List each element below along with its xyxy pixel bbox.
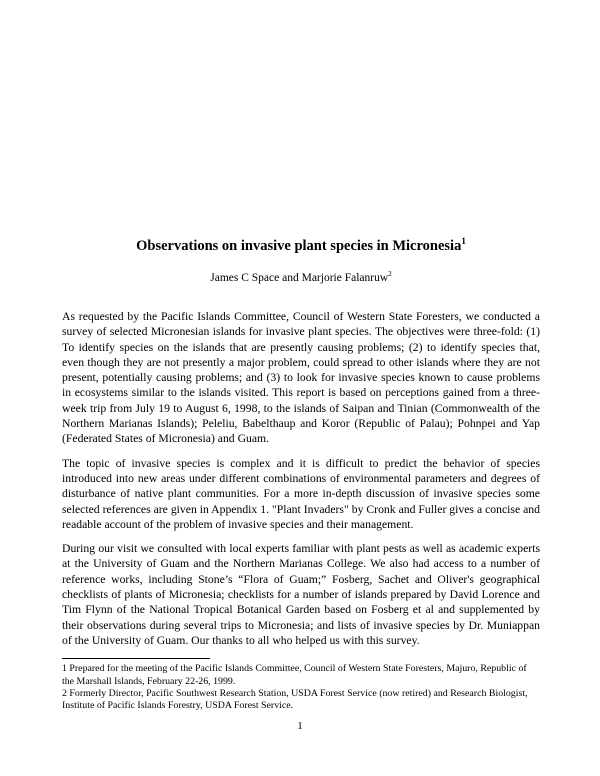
footnote-2: 2 Formerly Director, Pacific Southwest Research Station, USDA Forest Service (now retired) and Research Biologist, Institute of Pacific Islands Forestry, USDA Forest Service. (62, 688, 528, 712)
footnote-separator (62, 658, 210, 659)
page-title (62, 0, 540, 255)
paragraph-3: During our visit we consulted with local experts familiar with plant pests as well as academic experts at the University of Guam and the Northern Marianas College. We also had access to a number of reference works, including Stone’s “Flora of Guam;” Fosberg, Sachet and Oliver's geographical checklists of plants of Micronesia; checklists for a number of islands prepared by David Lorence and Tim Flynn of the National Tropical Botanical Garden based on Fosberg et al and supplemented by their observations during several trips to Micronesia; and lists of invasive species by Dr. Muniappan of the University of Guam. Our thanks to all who helped us with this survey. (62, 542, 540, 647)
paragraph-1: As requested by the Pacific Islands Committee, Council of Western State Foresters, we conducted a survey of selected Micronesian islands for invasive plant species. The objectives were three-fold: (1) To identify species on the islands that are presently causing problems; (2) to identify species that, even though they are not presently a major problem, could spread to other islands where they are not present, potentially causing problems; and (3) to look for invasive species known to cause problems in ecosystems similar to the islands visited. This report is based on perceptions gained from a three-week trip from July 19 to August 6, 1998, to the islands of Saipan and Tinian (Commonwealth of the Northern Marianas Islands); Peleliu, Babelthaup and Koror (Republic of Palau); Pohnpei and Yap (Federated States of Micronesia) and Guam. (62, 310, 540, 446)
page-title-text: Observations on invasive plant species in Micronesia (136, 238, 462, 254)
page-number: 1 (297, 720, 303, 732)
authors-footnote-marker: 2 (388, 270, 392, 279)
page-content (62, 0, 540, 713)
authors-line (62, 271, 540, 285)
title-footnote-marker: 1 (461, 236, 466, 247)
authors-text: James C Space and Marjorie Falanruw (210, 272, 389, 284)
footnote-block (62, 658, 540, 713)
footnote-1: 1 Prepared for the meeting of the Pacific Islands Committee, Council of Western State Foresters, Majuro, Republic of the Marshall Islands, February 22-26, 1999. (62, 663, 527, 687)
body-text (62, 309, 540, 648)
paragraph-2: The topic of invasive species is complex and it is difficult to predict the behavior of species introduced into new areas under different combinations of environmental parameters and degrees of disturbance of native plant communities. For a more in-depth discussion of invasive species some selected references are given in Appendix 1. "Plant Invaders" by Cronk and Fuller gives a concise and readable account of the problem of invasive species and their management. (62, 456, 540, 531)
footnotes (62, 663, 540, 713)
